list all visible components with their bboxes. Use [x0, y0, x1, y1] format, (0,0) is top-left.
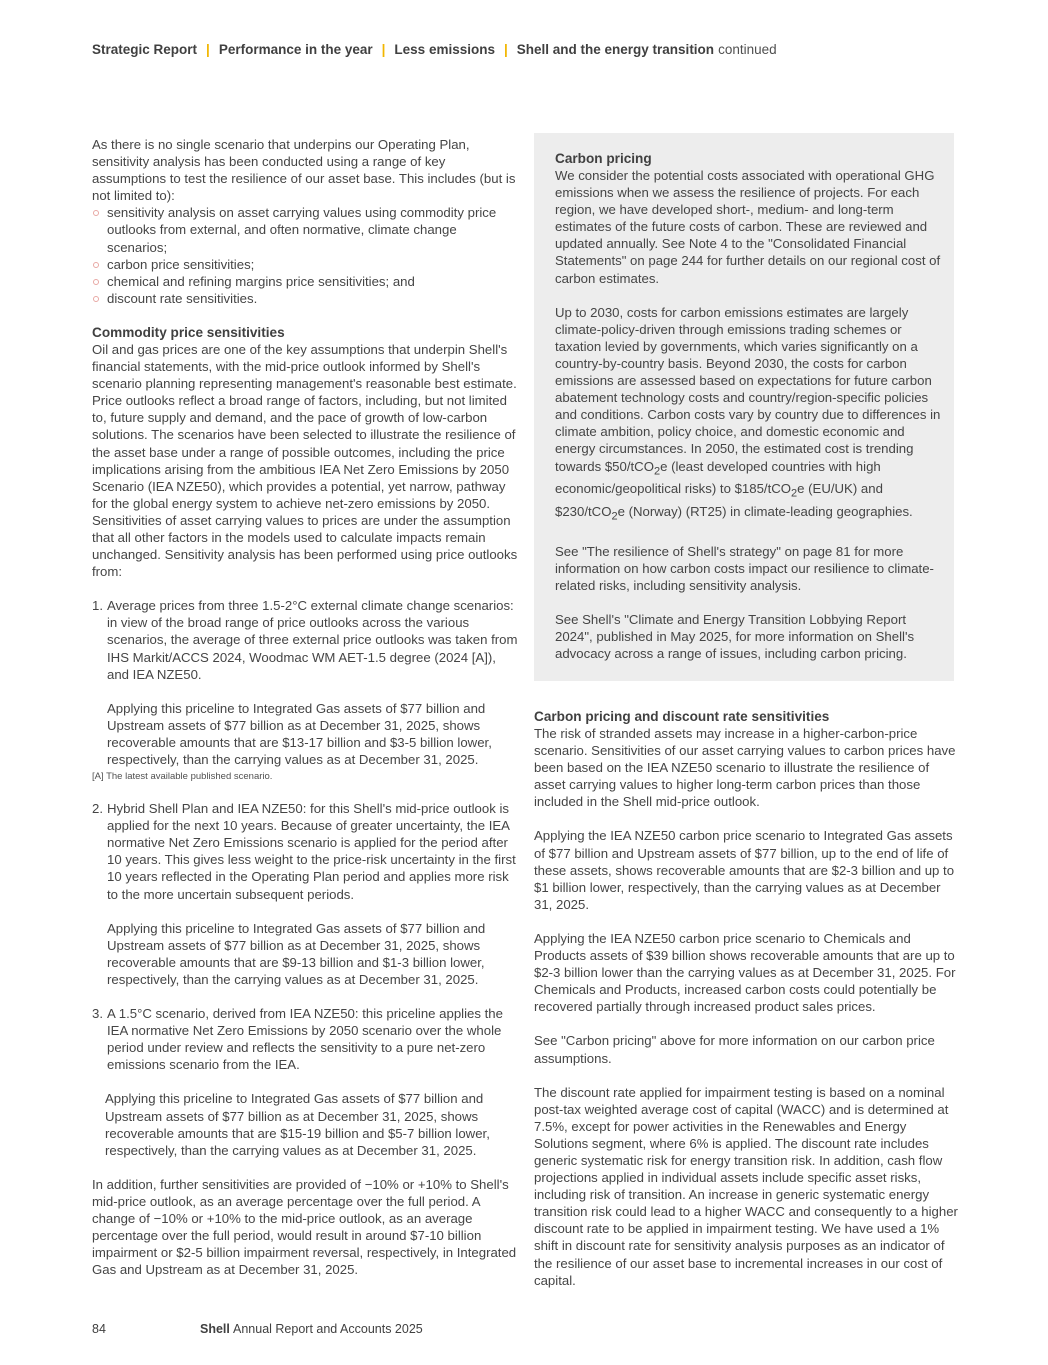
numbered-item-2	[92, 800, 520, 903]
right-paragraph: Applying the IEA NZE50 carbon price scenario to Chemicals and Products assets of $39 billion shows recoverable amounts that are up to $2-3 billion lower than the carrying values as at December 31, 2025. For Chemicals and Products, increased carbon costs could potentially be recovered partially through increased product sales prices.	[534, 930, 956, 1015]
box-paragraph-costs: Up to 2030, costs for carbon emissions estimates are largely climate-policy-driven through emissions trading schemes or taxation levied by governments, which varies significantly on a country-by-country basis. Beyond 2030, the costs for carbon emissions are assessed based on expectations for future carbon abatement technology costs and country/region-specific policies and conditions. Carbon costs vary by country due to differences in climate ambition, policy choice, and domestic economic and energy circumstances. In 2050, the estimated cost is trending towards $50/tCO$_2$e (least developed countries with high economic/geopolitical risks) to $185/tCO$_2$e (EU/UK) and $230/tCO$_2$e (Norway) (RT25) in climate-leading geographies.	[555, 304, 941, 523]
item-text: Average prices from three 1.5-2°C external climate change scenarios: in view of the broad range of price outlooks across the various scenarios, the average of three external price outlooks was taken from IHS Markit/ACCS 2024, Woodmac WM AET-1.5 degree (2024 [A]), and IEA NZE50.	[107, 598, 518, 682]
breadcrumb-energy-transition[interactable]: Shell and the energy transition	[516, 42, 715, 57]
breadcrumb-less-emissions[interactable]: Less emissions	[394, 42, 495, 57]
breadcrumb-separator: |	[503, 42, 508, 57]
numbered-item-1	[92, 597, 520, 682]
item-applying: Applying this priceline to Integrated Gas assets of $77 billion and Upstream assets of $77 billion as at December 31, 2025, shows recoverable amounts that are $9-13 billion and $1-3 billion lower, respectively, than the carrying values as at December 31, 2025.	[107, 920, 486, 987]
list-item: carbon price sensitivities;	[92, 256, 520, 273]
publication-title: Annual Report and Accounts 2025	[233, 1322, 423, 1336]
carbon-pricing-heading: Carbon pricing	[555, 151, 652, 166]
list-item: sensitivity analysis on asset carrying values using commodity price outlooks from external, and often normative, climate change scenarios;	[92, 204, 520, 255]
item-text: Hybrid Shell Plan and IEA NZE50: for this Shell's mid-price outlook is applied for the next 10 years. Because of greater uncertainty, the IEA normative Net Zero Emissions scenario is applied for the period after 10 years. This gives less weight to the price-risk uncertainty in the first 10 years reflected in the Operating Plan period and applies more risk to the more uncertain subsequent periods.	[107, 801, 516, 902]
commodity-heading: Commodity price sensitivities	[92, 324, 285, 340]
box-paragraph: See Shell's "Climate and Energy Transition Lobbying Report 2024", published in May 2025, for more information on Shell's advocacy across a range of issues, including carbon pricing.	[555, 611, 915, 662]
sensitivity-list	[92, 204, 520, 307]
breadcrumb-separator: |	[206, 42, 210, 57]
page-number: 84	[92, 1322, 106, 1336]
list-item: discount rate sensitivities.	[92, 290, 520, 307]
box-paragraph: See "The resilience of Shell's strategy" on page 81 for more information on how carbon costs impact our resilience to climate-related risks, including sensitivity analysis.	[555, 543, 934, 593]
footnote: [A] The latest available published scenario.	[92, 771, 273, 783]
left-column	[92, 136, 520, 1278]
right-paragraph: See "Carbon pricing" above for more information on our carbon price assumptions.	[534, 1033, 935, 1066]
breadcrumb-strategic-report[interactable]: Strategic Report	[92, 42, 198, 57]
breadcrumb-performance[interactable]: Performance in the year	[218, 42, 373, 57]
item-number: 2.	[92, 801, 103, 817]
item-number: 3.	[92, 1006, 103, 1022]
intro-paragraph: As there is no single scenario that underpins our Operating Plan, sensitivity analysis has been conducted using a range of key assumptions to test the resilience of our asset base. This includes (but is not limited to):	[92, 137, 516, 204]
brand-name: Shell	[200, 1322, 230, 1336]
commodity-paragraph: Oil and gas prices are one of the key assumptions that underpin Shell's financial statements, with the mid-price outlook informed by Shell's scenario planning representing management's reasonable best estimate. Price outlooks reflect a broad range of factors, including, but not limited to, future supply and demand, and the pace of growth of low-carbon solutions. The scenarios have been selected to illustrate the resilience of the asset base under a range of possible outcomes, including the price implications arising from the ambitious IEA Net Zero Emissions by 2050 Scenario (IEA NZE50), which provides a potential, yet narrow, pathway for the global energy system to achieve net-zero emissions by 2050. Sensitivities of asset carrying values to prices are under the assumption that all other factors in the models used to calculate impacts remain unchanged. Sensitivity analysis has been performed using price outlooks from:	[92, 341, 518, 580]
breadcrumb-continued: continued	[718, 42, 777, 57]
addition-paragraph: In addition, further sensitivities are provided of −10% or +10% to Shell's mid-price outlook, as an average percentage over the full period. A change of −10% or +10% to the mid-price outlook, as an average percentage over the full period, would result in around $7-10 billion impairment or $2-5 billion impairment reversal, respectively, in Integrated Gas and Upstream as at December 31, 2025.	[92, 1176, 517, 1278]
item-applying: Applying this priceline to Integrated Gas assets of $77 billion and Upstream assets of $77 billion as at December 31, 2025, shows recoverable amounts that are $13-17 billion and $3-5 billion lower, respectively, than the carrying values as at December 31, 2025.	[107, 700, 492, 767]
right-paragraph: Applying the IEA NZE50 carbon price scenario to Integrated Gas assets of $77 billion and Upstream assets of $77 billion, up to the end of life of these assets, shows recoverable amounts that are $2-3 billion and up to $1 billion lower, respectively, than the carrying values as at December 31, 2025.	[534, 828, 955, 912]
carbon-pricing-box	[534, 133, 954, 681]
right-paragraph: The discount rate applied for impairment testing is based on a nominal post-tax weighted average cost of capital (WACC) and is determined at 7.5%, except for power activities in the Renewables and Energy Solutions segment, where 6% is applied. The discount rate includes generic systematic risk for energy transition risk. In addition, cash flow projections applied in individual assets include specific asset risks, including risk of transition. An increase in generic systematic energy transition risk could lead to a higher WACC and consequently to a higher discount rate to be applied in impairment testing. We have used a 1% shift in discount rate for sensitivity analysis purposes as an indicator of the resilience of our asset base to incremental increases in our cost of capital.	[534, 1084, 958, 1288]
right-paragraph: The risk of stranded assets may increase in a higher-carbon-price scenario. Sensitivities of our asset carrying values to carbon prices have been based on the IEA NZE50 scenario to illustrate the resilience of asset carrying values to higher long-term carbon prices than those included in the Shell mid-price outlook.	[534, 726, 956, 810]
item-applying: Applying this priceline to Integrated Gas assets of $77 billion and Upstream assets of $77 billion as at December 31, 2025, shows recoverable amounts that are $15-19 billion and $5-7 billion lower, respectively, than the carrying values as at December 31, 2025.	[105, 1091, 490, 1158]
box-paragraph: We consider the potential costs associated with operational GHG emissions when we assess the resilience of projects. For each region, we have developed short-, medium- and long-term estimates of the future costs of carbon. These are reviewed and updated annually. See Note 4 to the "Consolidated Financial Statements" on page 244 for further details on our regional cost of carbon estimates.	[555, 168, 941, 286]
numbered-item-3	[92, 1005, 520, 1073]
item-text: A 1.5°C scenario, derived from IEA NZE50: this priceline applies the IEA normative Net Zero Emissions by 2050 scenario over the whole period under review and reflects the sensitivity to a pure net-zero emissions scenario from the IEA.	[107, 1006, 503, 1073]
list-item: chemical and refining margins price sensitivities; and	[92, 273, 520, 290]
discount-rate-heading: Carbon pricing and discount rate sensitivities	[534, 709, 830, 724]
right-column	[534, 708, 958, 1289]
breadcrumb	[92, 42, 777, 57]
breadcrumb-separator: |	[381, 42, 386, 57]
item-number: 1.	[92, 598, 103, 614]
